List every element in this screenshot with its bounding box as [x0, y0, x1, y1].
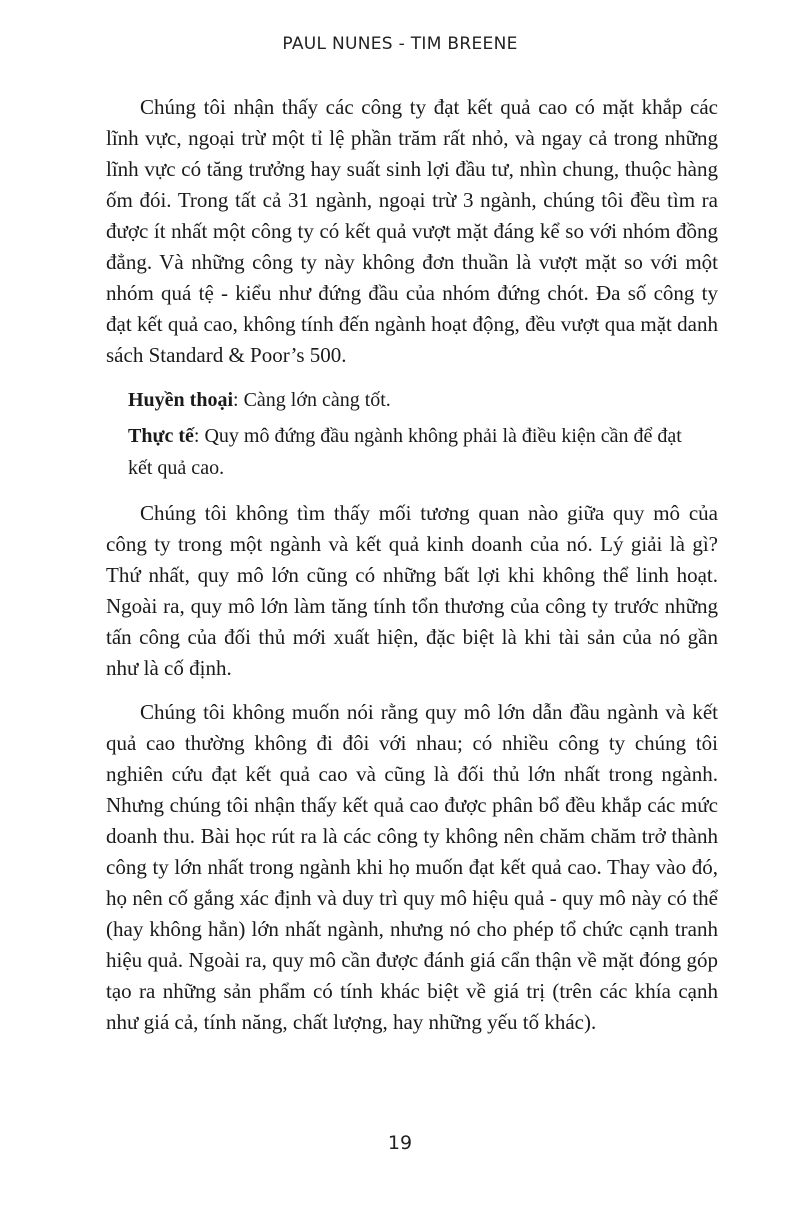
fact-line	[128, 420, 708, 484]
paragraph: Chúng tôi không tìm thấy mối tương quan nào giữa quy mô của công ty trong một ngành và kết quả kinh doanh của nó. Lý giải là gì? Thứ nhất, quy mô lớn cũng có những bất lợi khi không thể linh hoạt. Ngoài ra, quy mô lớn làm tăng tính tổn thương của công ty trước những tấn công của đối thủ mới xuất hiện, đặc biệt là khi tài sản của nó gần như là cố định.	[106, 501, 718, 680]
myth-line	[128, 384, 708, 416]
running-header: PAUL NUNES - TIM BREENE	[282, 34, 518, 54]
paragraph: Chúng tôi không muốn nói rằng quy mô lớn dẫn đầu ngành và kết quả cao thường không đi đôi với nhau; có nhiều công ty chúng tôi nghiên cứu đạt kết quả cao và cũng là đối thủ lớn nhất trong ngành. Nhưng chúng tôi nhận thấy kết quả cao được phân bổ đều khắp các mức doanh thu. Bài học rút ra là các công ty không nên chăm chăm trở thành công ty lớn nhất trong ngành khi họ muốn đạt kết quả cao. Thay vào đó, họ nên cố gắng xác định và duy trì quy mô hiệu quả - quy mô này có thể (hay không hẳn) lớn nhất ngành, nhưng nó cho phép tổ chức cạnh tranh hiệu quả. Ngoài ra, quy mô cần được đánh giá cẩn thận về mặt đóng góp tạo ra những sản phẩm có tính khác biệt về giá trị (trên các khía cạnh như giá cả, tính năng, chất lượng, hay những yếu tố khác).	[106, 700, 718, 1034]
body-text-top	[106, 92, 718, 371]
myth-text: : Càng lớn càng tốt.	[233, 389, 391, 411]
paragraph: Chúng tôi nhận thấy các công ty đạt kết quả cao có mặt khắp các lĩnh vực, ngoại trừ một tỉ lệ phần trăm rất nhỏ, và ngay cả trong những lĩnh vực có tăng trưởng hay suất sinh lợi đầu tư, nhìn chung, thuộc hàng ốm đói. Trong tất cả 31 ngành, ngoại trừ 3 ngành, chúng tôi đều tìm ra được ít nhất một công ty có kết quả vượt mặt đáng kể so với nhóm đồng đẳng. Và những công ty này không đơn thuần là vượt mặt so với một nhóm quá tệ - kiểu như đứng đầu của nhóm đứng chót. Đa số công ty đạt kết quả cao, không tính đến ngành hoạt động, đều vượt qua mặt danh sách Standard & Poor’s 500.	[106, 95, 718, 367]
body-text-bottom	[106, 498, 718, 1038]
myth-fact-callout	[128, 384, 708, 484]
fact-label: Thực tế	[128, 425, 194, 447]
fact-text: : Quy mô đứng đầu ngành không phải là điều kiện cần để đạt kết quả cao.	[128, 425, 682, 479]
myth-label: Huyền thoại	[128, 389, 234, 411]
page-number: 19	[387, 1132, 413, 1154]
